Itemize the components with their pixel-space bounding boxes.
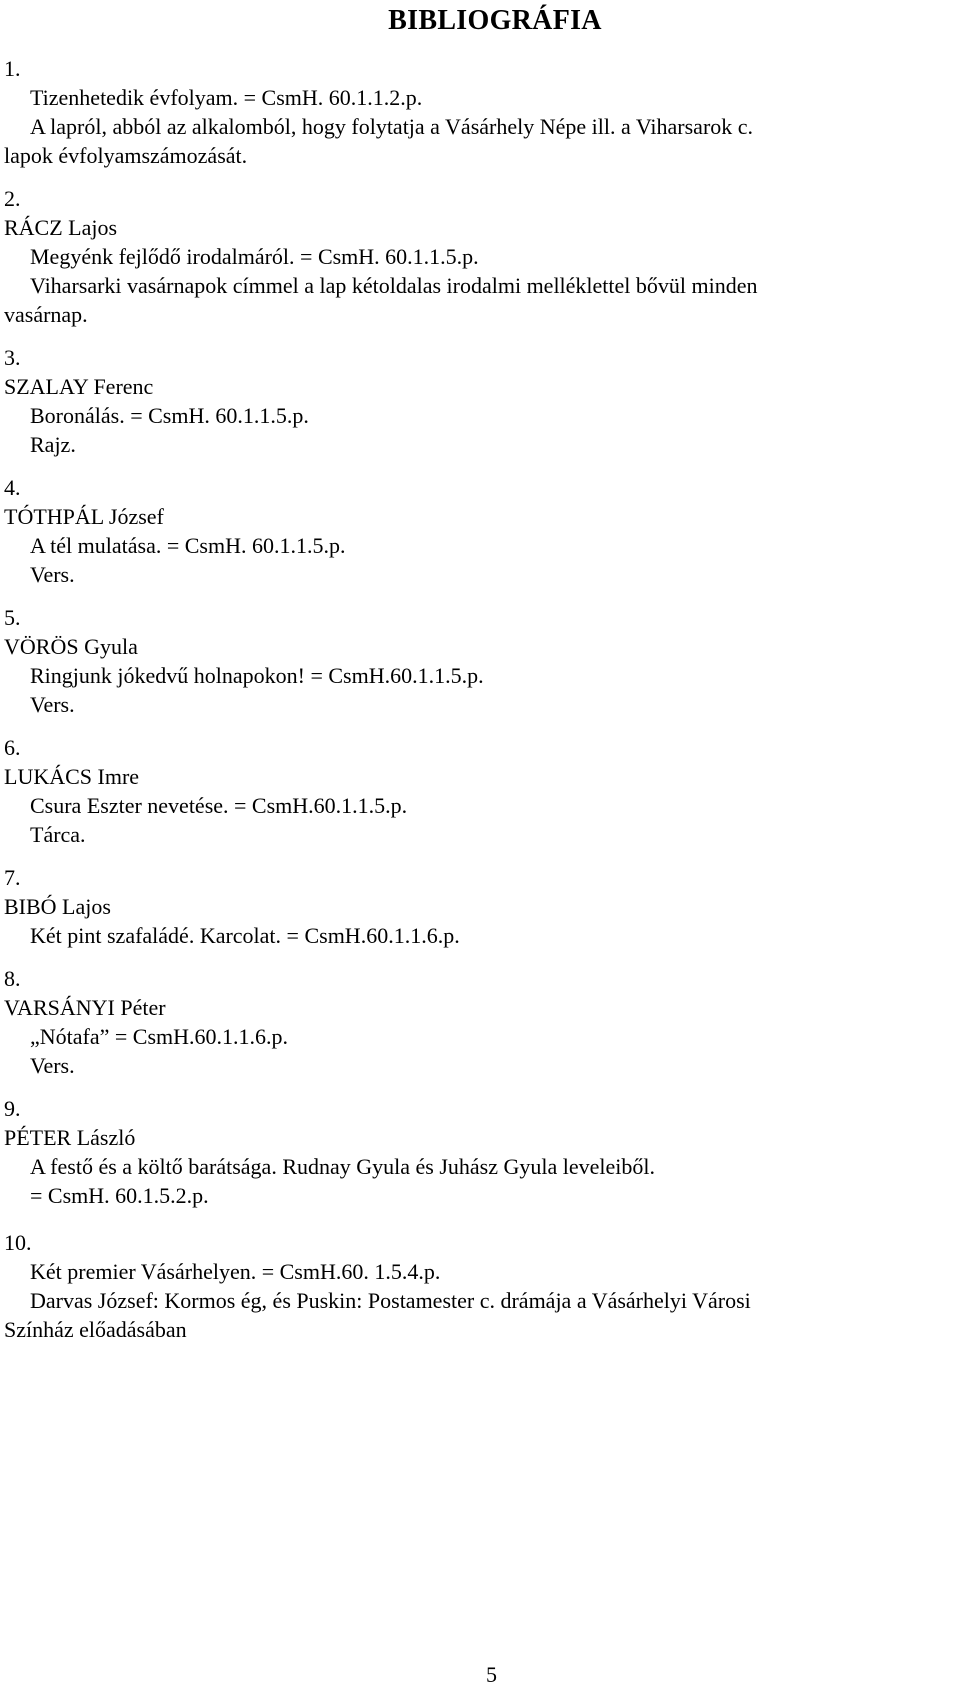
entry-author: BIBÓ Lajos bbox=[4, 894, 111, 919]
entry-line: Vers. bbox=[30, 562, 75, 587]
entry-line: Tárca. bbox=[30, 822, 86, 847]
entry-line: Megyénk fejlődő irodalmáról. = CsmH. 60.1.1.5.p. bbox=[30, 244, 479, 269]
entry-author: RÁCZ Lajos bbox=[4, 215, 118, 240]
entry-line: Vers. bbox=[30, 1053, 75, 1078]
entry-author: VÖRÖS Gyula bbox=[4, 634, 138, 659]
entry-line: Két pint szafaládé. Karcolat. = CsmH.60.1.1.6.p. bbox=[30, 923, 460, 948]
entry-line: Rajz. bbox=[30, 432, 76, 457]
entry-line: A tél mulatása. = CsmH. 60.1.1.5.p. bbox=[30, 533, 346, 558]
page-title: BIBLIOGRÁFIA bbox=[388, 5, 602, 36]
bibliography-entry bbox=[4, 1094, 954, 1210]
entry-line: Színház előadásában bbox=[4, 1317, 187, 1342]
entry-line: vasárnap. bbox=[4, 302, 88, 327]
entry-author: LUKÁCS Imre bbox=[4, 764, 140, 789]
entry-author: TÓTHPÁL József bbox=[4, 504, 164, 529]
bibliography-entry bbox=[4, 733, 954, 849]
entry-line: lapok évfolyamszámozását. bbox=[4, 143, 248, 168]
entry-number: 7. bbox=[4, 865, 21, 890]
entry-line: A lapról, abból az alkalomból, hogy folytatja a Vásárhely Népe ill. a Viharsarok c. bbox=[30, 114, 754, 139]
entry-line: Viharsarki vasárnapok címmel a lap kétoldalas irodalmi melléklettel bővül minden bbox=[30, 273, 758, 298]
bibliography-entry bbox=[4, 54, 954, 170]
bibliography-entry bbox=[4, 964, 954, 1080]
entry-number: 10. bbox=[4, 1230, 32, 1255]
bibliography-list bbox=[4, 40, 954, 1344]
entry-line: Két premier Vásárhelyen. = CsmH.60. 1.5.4.p. bbox=[30, 1259, 441, 1284]
entry-author: PÉTER László bbox=[4, 1125, 136, 1150]
entry-line: = CsmH. 60.1.5.2.p. bbox=[30, 1183, 209, 1208]
bibliography-entry bbox=[4, 473, 954, 589]
entry-line: Boronálás. = CsmH. 60.1.1.5.p. bbox=[30, 403, 309, 428]
entry-line: „Nótafa” = CsmH.60.1.1.6.p. bbox=[30, 1024, 289, 1049]
entry-number: 8. bbox=[4, 966, 21, 991]
page-number: 5 bbox=[486, 1662, 497, 1687]
entry-author: VARSÁNYI Péter bbox=[4, 995, 166, 1020]
entry-number: 5. bbox=[4, 605, 21, 630]
bibliography-entry bbox=[4, 184, 954, 329]
entry-number: 4. bbox=[4, 475, 21, 500]
entry-line: Vers. bbox=[30, 692, 75, 717]
bibliography-entry bbox=[4, 863, 954, 950]
entry-line: A festő és a költő barátsága. Rudnay Gyula és Juhász Gyula leveleiből. bbox=[30, 1154, 656, 1179]
entry-number: 1. bbox=[4, 56, 21, 81]
entry-line: Darvas József: Kormos ég, és Puskin: Postamester c. drámája a Vásárhelyi Városi bbox=[30, 1288, 751, 1313]
bibliography-entry bbox=[4, 1228, 954, 1344]
entry-line: Ringjunk jókedvű holnapokon! = CsmH.60.1.1.5.p. bbox=[30, 663, 484, 688]
entry-number: 2. bbox=[4, 186, 21, 211]
entry-number: 9. bbox=[4, 1096, 21, 1121]
bibliography-entry bbox=[4, 603, 954, 719]
entry-line: Csura Eszter nevetése. = CsmH.60.1.1.5.p. bbox=[30, 793, 408, 818]
bibliography-entry bbox=[4, 343, 954, 459]
entry-number: 3. bbox=[4, 345, 21, 370]
entry-number: 6. bbox=[4, 735, 21, 760]
entry-line: Tizenhetedik évfolyam. = CsmH. 60.1.1.2.p. bbox=[30, 85, 423, 110]
entry-author: SZALAY Ferenc bbox=[4, 374, 154, 399]
